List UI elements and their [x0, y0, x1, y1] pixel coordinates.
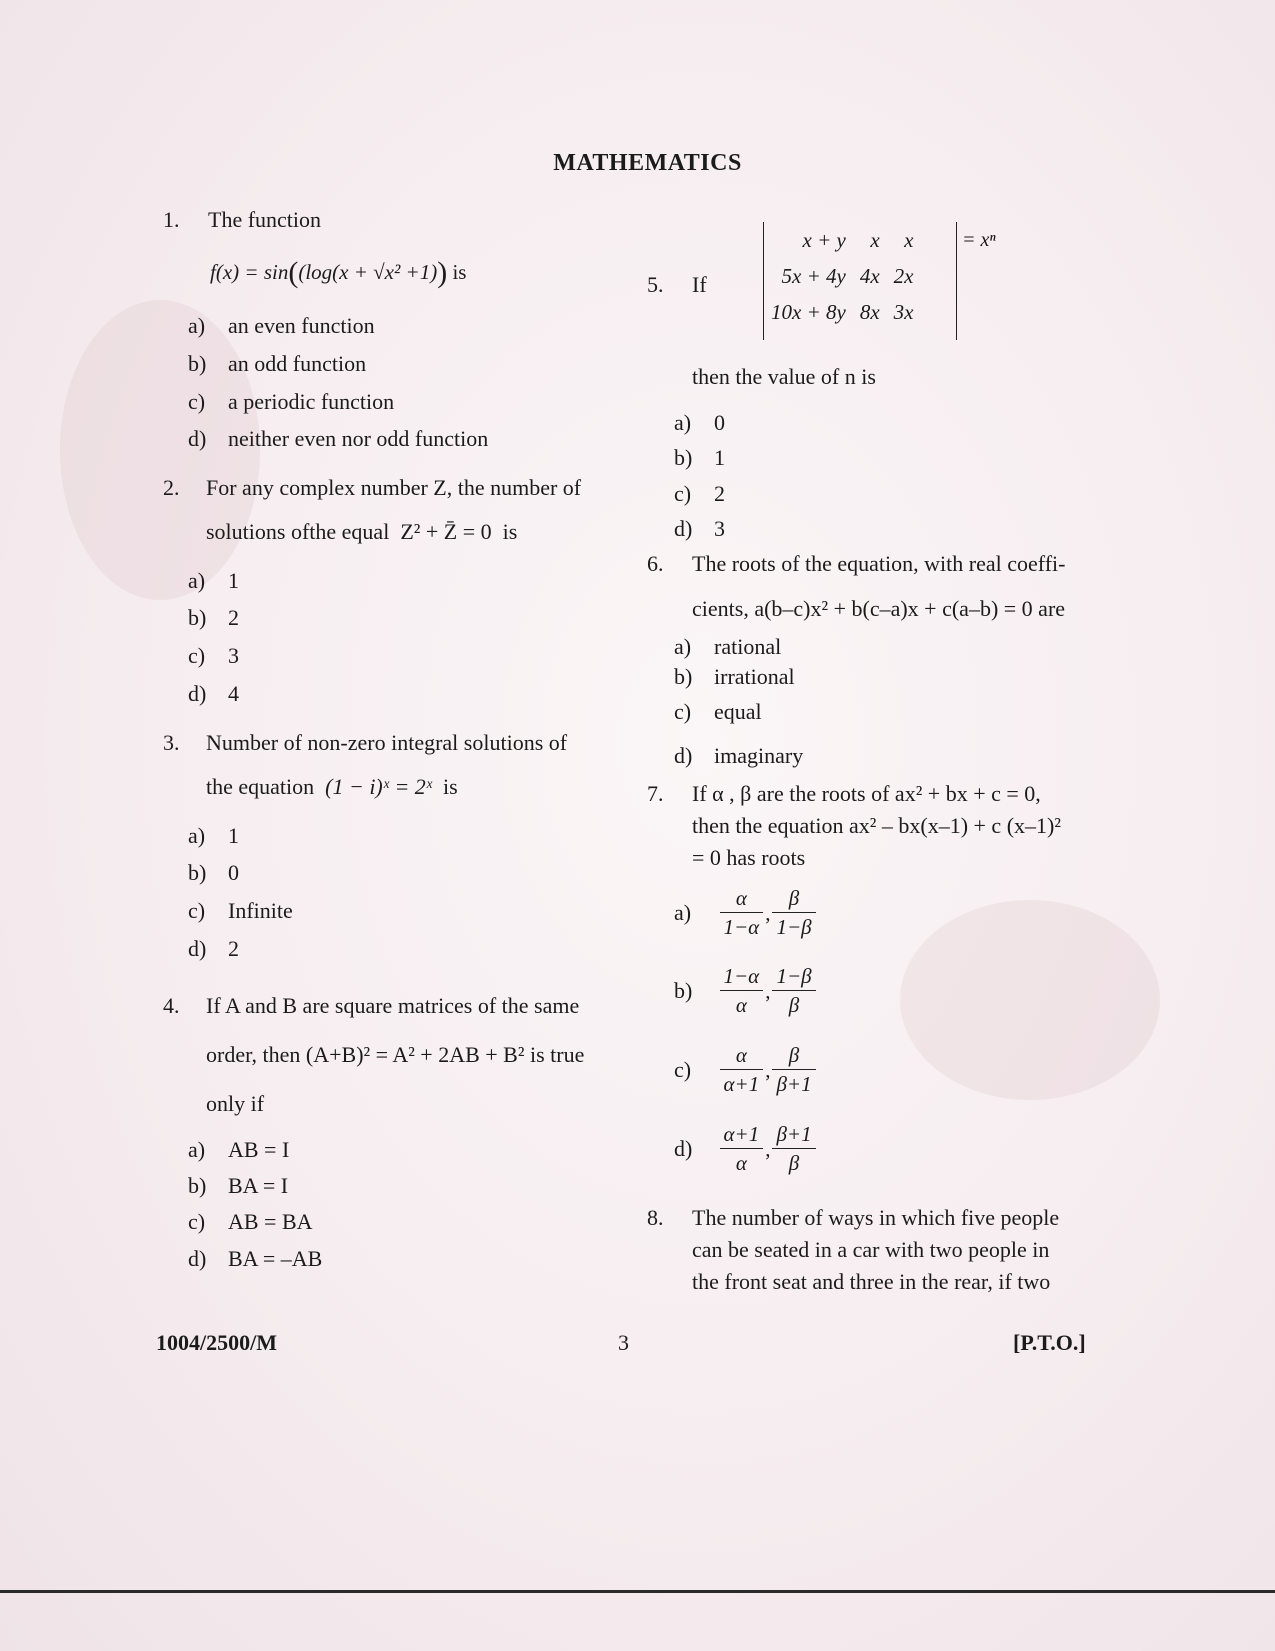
q1-formula-tail: is — [452, 260, 467, 284]
q5-number: 5. — [647, 272, 664, 297]
q7-number: 7. — [647, 781, 664, 806]
page-bottom-rule — [0, 1590, 1275, 1593]
q5-cell: x — [904, 227, 914, 252]
q4-line1: If A and B are square matrices of the same — [206, 993, 580, 1018]
q1-formula-arg: (log(x + √x² +1) — [298, 260, 438, 284]
q5-cell: 5x + 4y — [781, 263, 846, 288]
q4-line3: only if — [206, 1091, 265, 1116]
q7-option-c[interactable]: c) $\frac{\alpha}{\alpha+1}$ , $\frac{\beta}{\beta+1}$ — [674, 1043, 816, 1097]
q3-option-c[interactable]: c) Infinite — [188, 898, 293, 923]
q4-option-c[interactable]: c) AB = BA — [188, 1209, 313, 1234]
q5-cell: 3x — [893, 299, 914, 324]
q3-line2: the equation (1 − i)ˣ = 2ˣ is — [206, 774, 458, 799]
q5-rhs: = xⁿ — [962, 229, 996, 251]
q5-cell: 4x — [859, 263, 880, 288]
q8-line3: the front seat and three in the rear, if two — [692, 1269, 1051, 1294]
q5-if: If — [692, 272, 707, 297]
q2-option-c[interactable]: c) 3 — [188, 643, 239, 668]
q7-line3: = 0 has roots — [692, 845, 806, 870]
q2-number: 2. — [163, 475, 180, 500]
q2-line1: For any complex number Z, the number of — [206, 475, 582, 500]
page-number: 3 — [618, 1330, 629, 1355]
paper-smudge — [900, 900, 1160, 1100]
q1-formula: f(x) = sin((log(x + √x² +1)) is — [210, 256, 467, 289]
q1-option-c[interactable]: c) a periodic function — [188, 389, 395, 414]
q1-option-d[interactable]: d) neither even nor odd function — [188, 426, 489, 451]
q4-option-a[interactable]: a) AB = I — [188, 1137, 290, 1162]
q6-option-d[interactable]: d) imaginary — [674, 743, 804, 768]
q4-line2: order, then (A+B)² = A² + 2AB + B² is true — [206, 1042, 585, 1067]
q5-option-c[interactable]: c) 2 — [674, 481, 725, 506]
page-title: MATHEMATICS — [553, 150, 742, 176]
q8-line2: can be seated in a car with two people in — [692, 1237, 1050, 1262]
q7-option-b[interactable]: b) $\frac{1-\alpha}{\alpha}$ , $\frac{1-\beta}{\beta}$ — [674, 964, 816, 1018]
q7-option-a[interactable]: a) $\frac{\alpha}{1-\alpha}$ , $\frac{\beta}{1-\beta}$ — [674, 886, 816, 940]
q2-line2: solutions ofthe equal Z² + Z̄ = 0 is — [206, 519, 518, 544]
q1-formula-lhs: f(x) = sin — [210, 260, 289, 284]
q3-option-b[interactable]: b) 0 — [188, 860, 239, 885]
q8-line1: The number of ways in which five people — [692, 1205, 1060, 1230]
q3-option-a[interactable]: a) 1 — [188, 823, 239, 848]
q5-determinant — [763, 222, 957, 340]
q2-option-b[interactable]: b) 2 — [188, 605, 239, 630]
q1-number: 1. — [163, 207, 180, 232]
q3-equation: (1 − i)ˣ = 2ˣ — [325, 774, 433, 799]
q1-text: The function — [208, 207, 322, 232]
q3-number: 3. — [163, 730, 180, 755]
q5-option-b[interactable]: b) 1 — [674, 445, 725, 470]
q2-option-a[interactable]: a) 1 — [188, 568, 239, 593]
q1-option-a[interactable]: a) an even function — [188, 313, 375, 338]
q7-line2: then the equation ax² – bx(x–1) + c (x–1)² — [692, 813, 1061, 838]
q6-line1: The roots of the equation, with real coeffi- — [692, 551, 1066, 576]
q5-cell: x — [870, 227, 880, 252]
q3-line1: Number of non-zero integral solutions of — [206, 730, 568, 755]
q5-cell: 8x — [859, 299, 880, 324]
q5-tail: then the value of n is — [692, 364, 876, 389]
q4-option-b[interactable]: b) BA = I — [188, 1173, 289, 1198]
q5-cell: 10x + 8y — [771, 299, 846, 324]
q3-option-d[interactable]: d) 2 — [188, 936, 239, 961]
q6-option-c[interactable]: c) equal — [674, 699, 762, 724]
q6-option-a[interactable]: a) rational — [674, 634, 782, 659]
q5-option-a[interactable]: a) 0 — [674, 410, 725, 435]
q5-option-d[interactable]: d) 3 — [674, 516, 725, 541]
q8-number: 8. — [647, 1205, 664, 1230]
q2-option-d[interactable]: d) 4 — [188, 681, 239, 706]
q6-option-b[interactable]: b) irrational — [674, 664, 795, 689]
q5-cell: 2x — [893, 263, 914, 288]
q2-equation: Z² + Z̄ = 0 — [400, 519, 492, 544]
q1-option-b[interactable]: b) an odd function — [188, 351, 367, 376]
q5-cell: x + y — [802, 227, 846, 252]
q7-option-d[interactable]: d) $\frac{\alpha+1}{\alpha}$ , $\frac{\beta+1}{\beta}$ — [674, 1122, 816, 1176]
q4-number: 4. — [163, 993, 180, 1018]
q6-line2: cients, a(b–c)x² + b(c–a)x + c(a–b) = 0 are — [692, 596, 1066, 621]
q4-option-d[interactable]: d) BA = –AB — [188, 1246, 323, 1271]
pto-label: [P.T.O.] — [1013, 1330, 1086, 1355]
paper-code: 1004/2500/M — [156, 1330, 277, 1355]
q7-line1: If α , β are the roots of ax² + bx + c = 0, — [692, 781, 1041, 806]
q6-number: 6. — [647, 551, 664, 576]
